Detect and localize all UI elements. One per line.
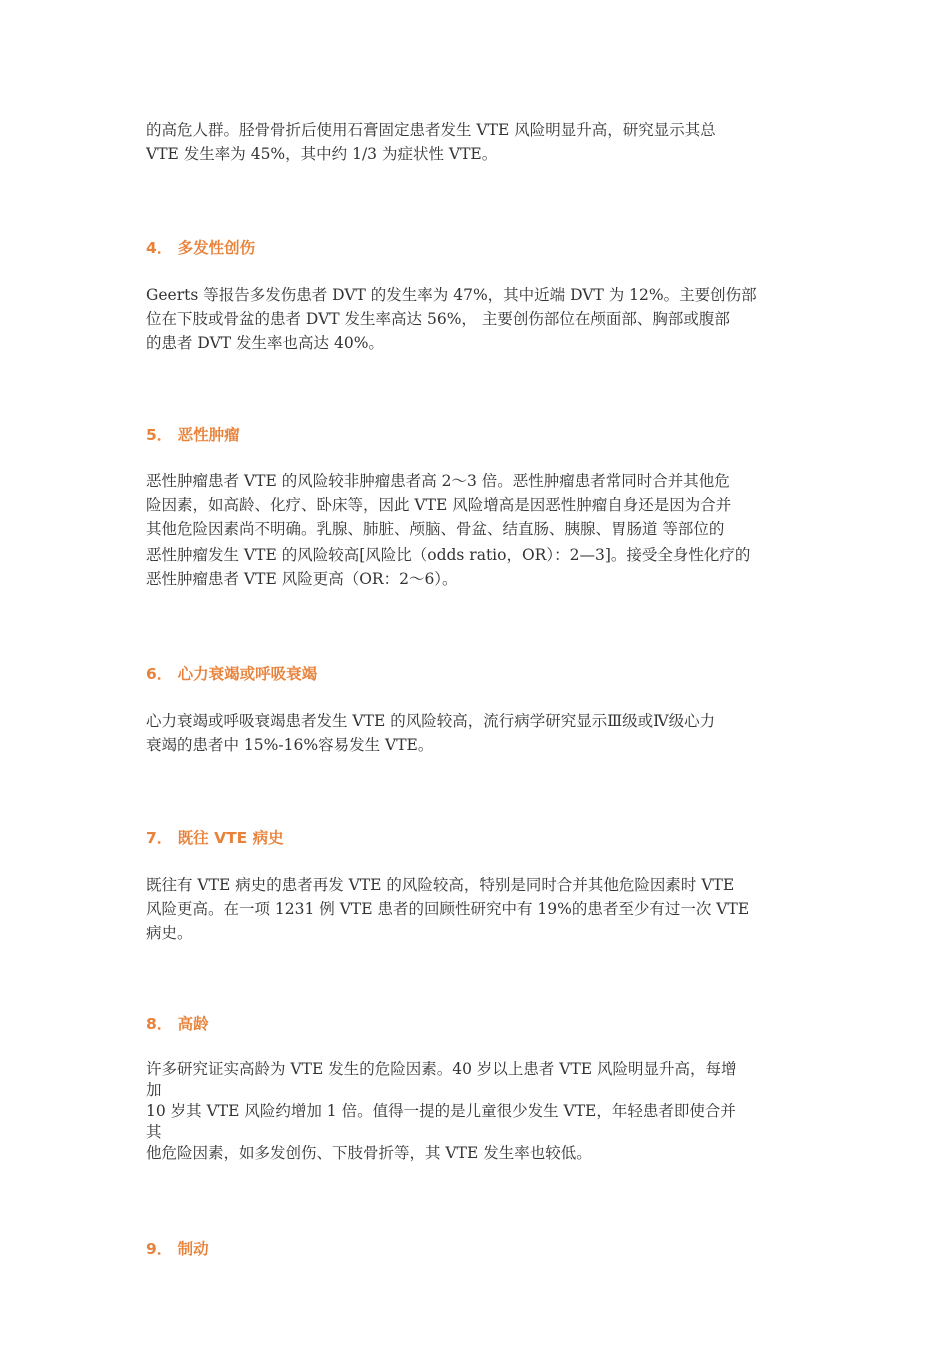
text-line: 他危险因素，如多发创伤、下肢骨折等，其 VTE 发生率也较低。 xyxy=(146,1144,592,1162)
paragraph-section-4 xyxy=(146,283,808,355)
section-heading-5: 5． 恶性肿瘤 xyxy=(146,426,240,444)
text-line: 恶性肿瘤发生 VTE 的风险较高[风险比（odds ratio，OR）：2—3]。接受全身性化疗的 xyxy=(146,546,751,564)
section-heading-6: 6． 心力衰竭或呼吸衰竭 xyxy=(146,665,318,683)
text-line: 病史。 xyxy=(146,924,193,942)
section-heading-4: 4． 多发性创伤 xyxy=(146,239,256,257)
text-line: 加 xyxy=(146,1081,162,1099)
text-line: 其他危险因素尚不明确。乳腺、肺脏、颅脑、骨盆、结直肠、胰腺、胃肠道 等部位的 xyxy=(146,520,725,538)
text-line: VTE 发生率为 45%，其中约 1/3 为症状性 VTE。 xyxy=(146,145,498,163)
text-line: 的患者 DVT 发生率也高达 40%。 xyxy=(146,334,384,352)
text-line: 恶性肿瘤患者 VTE 的风险较非肿瘤患者高 2～3 倍。恶性肿瘤患者常同时合并其他危 xyxy=(146,472,730,490)
text-line: 风险更高。在一项 1231 例 VTE 患者的回顾性研究中有 19%的患者至少有过一次 VTE xyxy=(146,900,750,918)
section-heading-7: 7． 既往 VTE 病史 xyxy=(146,829,284,847)
paragraph-section-8 xyxy=(146,1059,808,1164)
paragraph-section-5 xyxy=(146,469,808,591)
text-line: Geerts 等报告多发伤患者 DVT 的发生率为 47%，其中近端 DVT 为 12%。主要创伤部 xyxy=(146,286,757,304)
paragraph-intro xyxy=(146,118,808,166)
text-line: 险因素，如高龄、化疗、卧床等，因此 VTE 风险增高是因恶性肿瘤自身还是因为合并 xyxy=(146,496,732,514)
text-line: 的高危人群。胫骨骨折后使用石膏固定患者发生 VTE 风险明显升高，研究显示其总 xyxy=(146,121,716,139)
paragraph-section-7 xyxy=(146,873,808,945)
text-line: 10 岁其 VTE 风险约增加 1 倍。值得一提的是儿童很少发生 VTE，年轻患者即使合并 xyxy=(146,1102,736,1120)
section-heading-9: 9． 制动 xyxy=(146,1240,209,1258)
paragraph-section-6 xyxy=(146,709,808,757)
text-line: 其 xyxy=(146,1123,162,1141)
text-line: 许多研究证实高龄为 VTE 发生的危险因素。40 岁以上患者 VTE 风险明显升高，每增 xyxy=(146,1060,737,1078)
text-line: 衰竭的患者中 15%-16%容易发生 VTE。 xyxy=(146,736,434,754)
text-line: 恶性肿瘤患者 VTE 风险更高（OR：2～6）。 xyxy=(146,570,458,588)
text-line: 心力衰竭或呼吸衰竭患者发生 VTE 的风险较高，流行病学研究显示Ⅲ级或Ⅳ级心力 xyxy=(146,712,716,730)
section-heading-8: 8． 高龄 xyxy=(146,1015,209,1033)
text-line: 位在下肢或骨盆的患者 DVT 发生率高达 56%， 主要创伤部位在颅面部、胸部或腹部 xyxy=(146,310,730,328)
text-line: 既往有 VTE 病史的患者再发 VTE 的风险较高，特别是同时合并其他危险因素时 VTE xyxy=(146,876,735,894)
